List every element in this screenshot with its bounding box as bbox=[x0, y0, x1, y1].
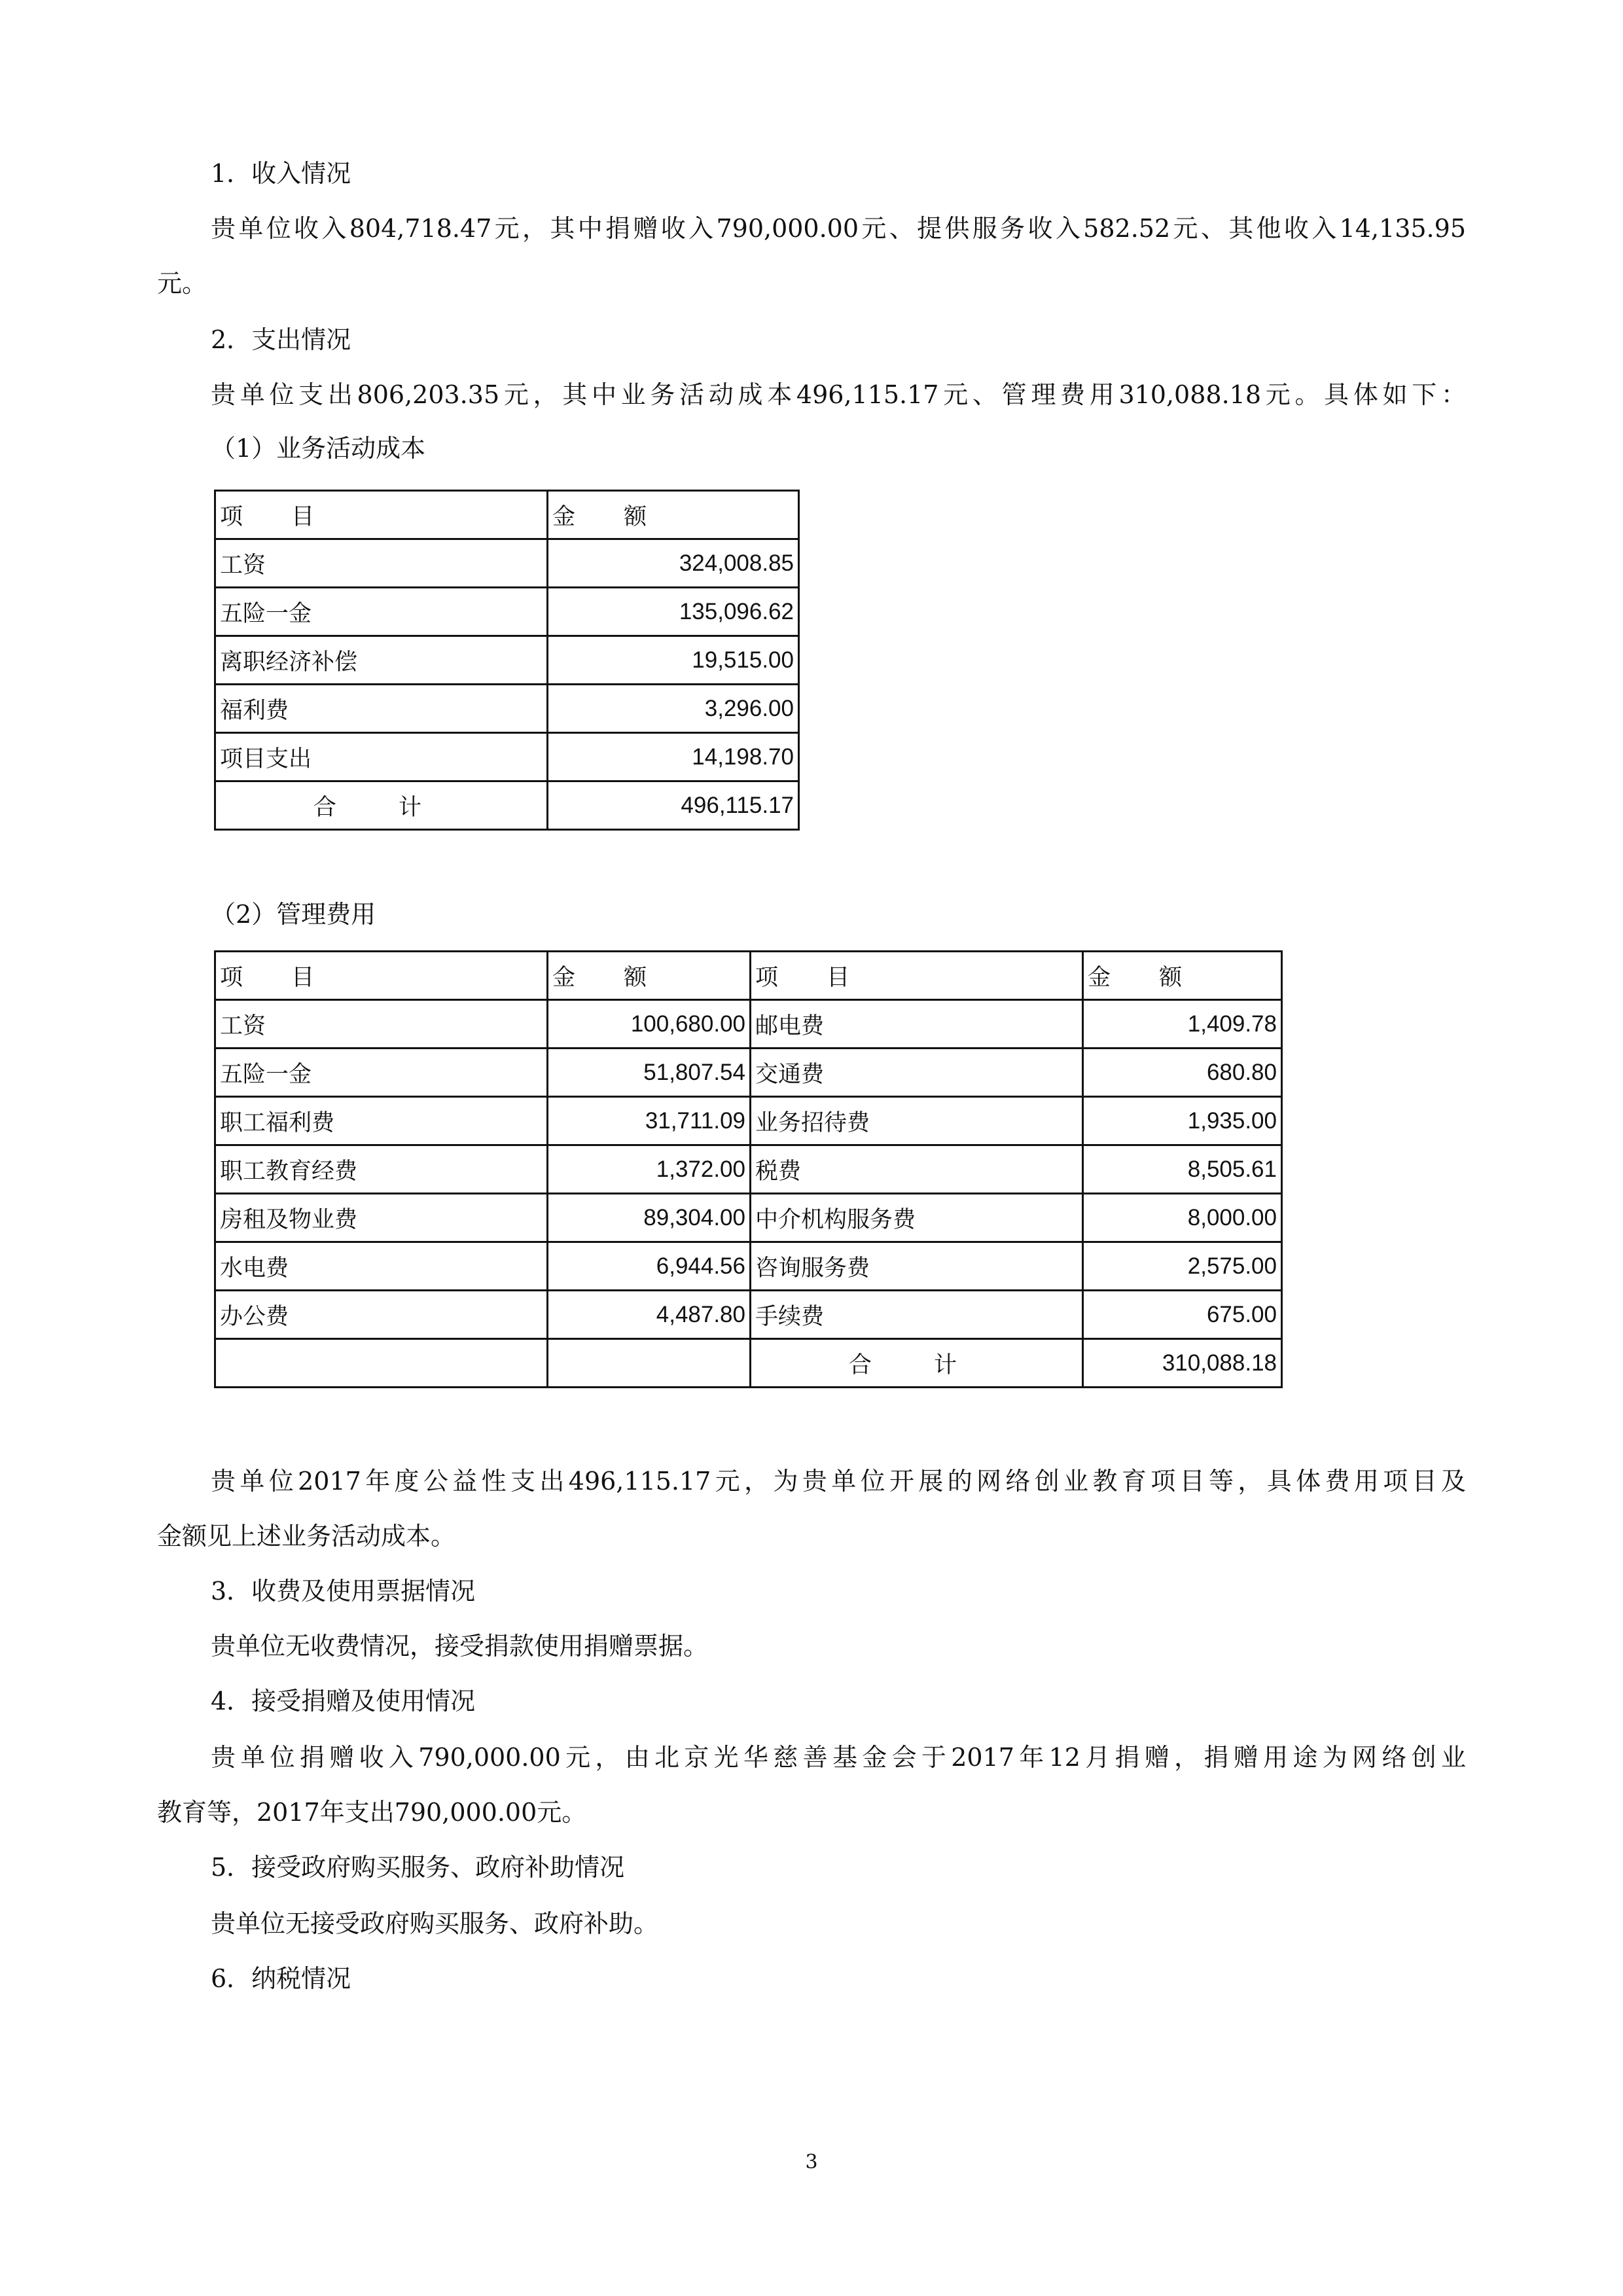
row-item-left: 办公费 bbox=[215, 1291, 548, 1339]
row-amount-left: 1,372.00 bbox=[548, 1145, 751, 1194]
row-amount-left: 89,304.00 bbox=[548, 1194, 751, 1242]
section-4-paragraph-line-2: 教育等，2017年支出790,000.00元。 bbox=[157, 1798, 587, 1827]
total-label: 合 计 bbox=[751, 1339, 1083, 1388]
row-amount: 3,296.00 bbox=[548, 685, 799, 733]
row-amount-left: 4,487.80 bbox=[548, 1291, 751, 1339]
row-item: 项目支出 bbox=[215, 733, 548, 781]
row-item-left: 工资 bbox=[215, 1000, 548, 1049]
row-amount: 135,096.62 bbox=[548, 588, 799, 636]
row-amount-right: 1,409.78 bbox=[1083, 1000, 1282, 1049]
welfare-paragraph-line-1: 贵单位2017年度公益性支出496,115.17元，为贵单位开展的网络创业教育项目等，具体费用项目及 bbox=[211, 1467, 1466, 1496]
section-6-heading: 6．纳税情况 bbox=[211, 1964, 351, 1993]
header-amount: 金 额 bbox=[548, 491, 799, 539]
row-amount: 324,008.85 bbox=[548, 539, 799, 588]
table-row bbox=[215, 636, 799, 685]
table-header-row bbox=[215, 491, 799, 539]
row-item: 工资 bbox=[215, 539, 548, 588]
row-amount-left: 31,711.09 bbox=[548, 1097, 751, 1145]
subsection-1-title: （1）业务活动成本 bbox=[211, 434, 426, 463]
table-row bbox=[215, 1291, 1282, 1339]
row-item-right: 税费 bbox=[751, 1145, 1083, 1194]
empty-cell bbox=[548, 1339, 751, 1388]
row-item-left: 房租及物业费 bbox=[215, 1194, 548, 1242]
table-total-row bbox=[215, 1339, 1282, 1388]
table-row bbox=[215, 1049, 1282, 1097]
section-4-paragraph-line-1: 贵单位捐赠收入790,000.00元，由北京光华慈善基金会于2017年12月捐赠，捐赠用途为网络创业 bbox=[211, 1743, 1466, 1772]
row-amount-left: 51,807.54 bbox=[548, 1049, 751, 1097]
row-item-left: 五险一金 bbox=[215, 1049, 548, 1097]
row-amount-right: 1,935.00 bbox=[1083, 1097, 1282, 1145]
row-item-right: 咨询服务费 bbox=[751, 1242, 1083, 1291]
welfare-paragraph-line-2: 金额见上述业务活动成本。 bbox=[157, 1522, 456, 1551]
section-5-paragraph: 贵单位无接受政府购买服务、政府补助。 bbox=[211, 1909, 659, 1938]
section-1-heading: 1．收入情况 bbox=[211, 159, 351, 188]
row-amount: 19,515.00 bbox=[548, 636, 799, 685]
table-total-row bbox=[215, 781, 799, 830]
section-3-paragraph: 贵单位无收费情况，接受捐款使用捐赠票据。 bbox=[211, 1632, 709, 1660]
header-item-left: 项 目 bbox=[215, 952, 548, 1000]
row-item: 福利费 bbox=[215, 685, 548, 733]
subsection-2-title: （2）管理费用 bbox=[211, 900, 376, 929]
section-4-heading: 4．接受捐赠及使用情况 bbox=[211, 1687, 476, 1715]
row-item-right: 业务招待费 bbox=[751, 1097, 1083, 1145]
row-amount-right: 680.80 bbox=[1083, 1049, 1282, 1097]
business-cost-table bbox=[214, 490, 800, 831]
row-item-right: 手续费 bbox=[751, 1291, 1083, 1339]
row-amount-right: 675.00 bbox=[1083, 1291, 1282, 1339]
row-item-right: 中介机构服务费 bbox=[751, 1194, 1083, 1242]
total-amount: 496,115.17 bbox=[548, 781, 799, 830]
section-1-paragraph-line-1: 贵单位收入804,718.47元，其中捐赠收入790,000.00元、提供服务收入582.52元、其他收入14,135.95 bbox=[211, 214, 1466, 243]
section-2-paragraph: 贵单位支出806,203.35元，其中业务活动成本496,115.17元、管理费用310,088.18元。具体如下： bbox=[211, 380, 1466, 409]
section-1-paragraph-line-2: 元。 bbox=[157, 269, 207, 298]
row-item-left: 职工教育经费 bbox=[215, 1145, 548, 1194]
table-row bbox=[215, 1000, 1282, 1049]
table-row bbox=[215, 539, 799, 588]
row-item: 五险一金 bbox=[215, 588, 548, 636]
table-row bbox=[215, 588, 799, 636]
table-row bbox=[215, 1097, 1282, 1145]
row-amount-right: 2,575.00 bbox=[1083, 1242, 1282, 1291]
table-row bbox=[215, 1242, 1282, 1291]
table-row bbox=[215, 1194, 1282, 1242]
header-amount-left: 金 额 bbox=[548, 952, 751, 1000]
header-amount-right: 金 额 bbox=[1083, 952, 1282, 1000]
management-expense-table bbox=[214, 950, 1283, 1388]
total-label: 合 计 bbox=[215, 781, 548, 830]
total-amount: 310,088.18 bbox=[1083, 1339, 1282, 1388]
page-number: 3 bbox=[805, 2151, 818, 2174]
row-item-left: 水电费 bbox=[215, 1242, 548, 1291]
row-item-left: 职工福利费 bbox=[215, 1097, 548, 1145]
section-3-heading: 3．收费及使用票据情况 bbox=[211, 1577, 476, 1605]
row-amount-left: 6,944.56 bbox=[548, 1242, 751, 1291]
row-amount-left: 100,680.00 bbox=[548, 1000, 751, 1049]
row-amount-right: 8,505.61 bbox=[1083, 1145, 1282, 1194]
empty-cell bbox=[215, 1339, 548, 1388]
row-item: 离职经济补偿 bbox=[215, 636, 548, 685]
table-row bbox=[215, 1145, 1282, 1194]
row-amount: 14,198.70 bbox=[548, 733, 799, 781]
header-item: 项 目 bbox=[215, 491, 548, 539]
row-item-right: 邮电费 bbox=[751, 1000, 1083, 1049]
header-item-right: 项 目 bbox=[751, 952, 1083, 1000]
section-5-heading: 5．接受政府购买服务、政府补助情况 bbox=[211, 1853, 625, 1882]
table-header-row bbox=[215, 952, 1282, 1000]
section-2-heading: 2．支出情况 bbox=[211, 325, 351, 354]
row-item-right: 交通费 bbox=[751, 1049, 1083, 1097]
table-row bbox=[215, 685, 799, 733]
table-row bbox=[215, 733, 799, 781]
row-amount-right: 8,000.00 bbox=[1083, 1194, 1282, 1242]
